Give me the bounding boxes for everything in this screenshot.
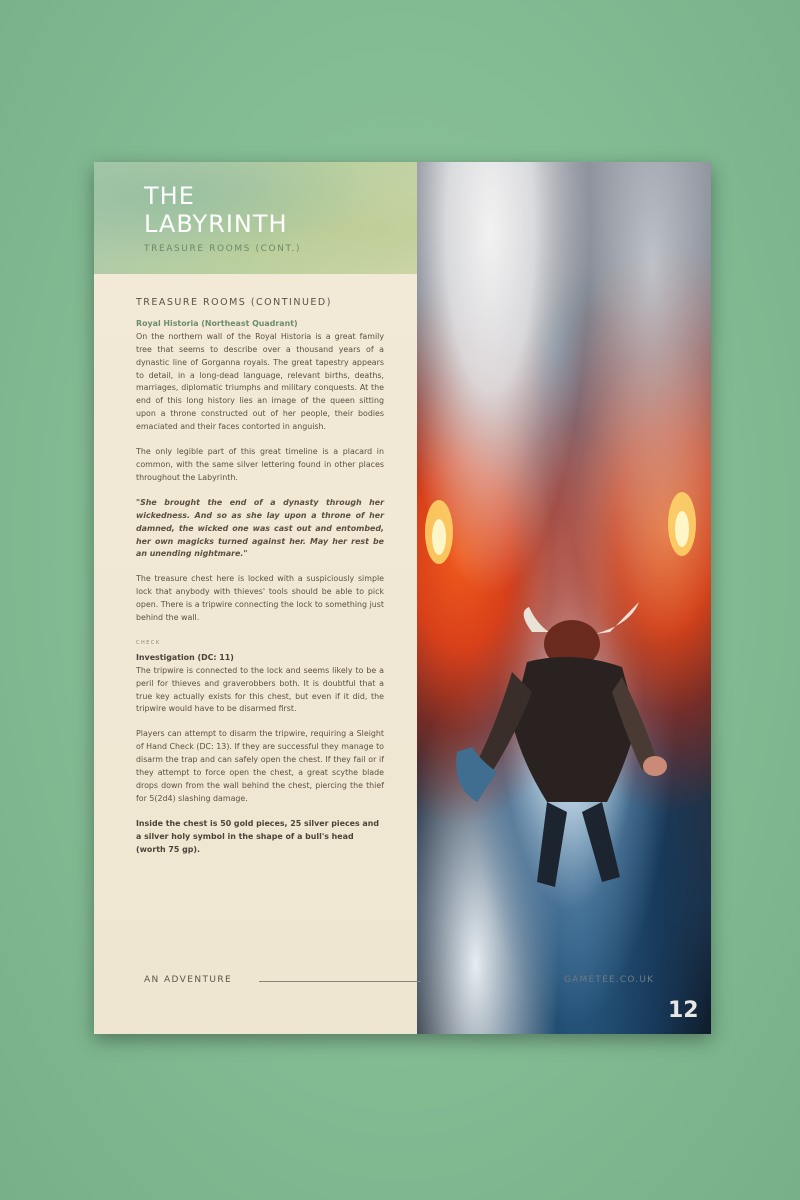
footer-website: GAMETEE.CO.UK [564,975,655,985]
title-line-1: THE [144,182,195,210]
section-content [136,297,384,864]
page-subtitle: TREASURE ROOMS (CONT.) [144,244,302,254]
paragraph-2: The only legible part of this great timeline is a placard in common, with the same silver lettering found in other places throughout the Labyrinth. [136,447,384,482]
text-column [94,162,417,1034]
treasure-paragraph: Inside the chest is 50 gold pieces, 25 silver pieces and a silver holy symbol in the shape of a bull's head (worth 75 gp). [136,818,380,854]
page-header [94,162,417,274]
paragraph-4: The tripwire is connected to the lock and seems likely to be a peril for thieves and graverobbers both. It is doubtful that a true key actually exists for this chest, but even if it did, the tripwire would have to be disarmed first. [136,665,384,714]
placard-quote: "She brought the end of a dynasty through her wickedness. And so as she lay upon a throne of her damned, the wicked one was cast out and entombed, her own magicks turned against her. May her rest be an unending nightmare." [136,497,384,559]
title-line-2: LABYRINTH [144,210,288,238]
paragraph-5: Players can attempt to disarm the tripwire, requiring a Sleight of Hand Check (DC: 13). If they are successful they manage to disarm the trap and can safely open the chest. If they fail or if they attempt to force open the chest, a great scythe blade drops down from the wall behind the chest, piercing the thief for 5(2d4) slashing damage. [136,729,384,803]
page-title [144,182,404,238]
footer-divider [259,981,421,982]
check-label: CHECK [136,639,161,646]
minotaur-artwork [417,162,711,1034]
minotaur-figure [456,602,667,887]
left-torch-core [432,519,446,555]
paragraph-3: The treasure chest here is locked with a suspiciously simple lock that anybody with thieves' tools should be able to pick open. There is a tripwire connecting the lock to something just behind the wall. [136,574,384,623]
minotaur-illustration [417,162,711,1034]
check-heading: Investigation (DC: 11) [136,652,234,662]
room-heading: Royal Historia (Northeast Quadrant) [136,318,298,328]
paragraph-1: On the northern wall of the Royal Historia is a great family tree that seems to describe over a thousand years of a dynastic line of Gorganna royals. The great tapestry appears to detail, in a long-dead language, relevant births, deaths, marriages, diplomatic triumphs and military conquests. At the end of this long history lies an image of the queen sitting upon a throne constructed out of her people, their bodies emaciated and their faces contorted in anguish. [136,331,384,432]
book-page [94,162,711,1034]
footer-left-label: AN ADVENTURE [144,975,233,985]
right-torch-core [675,511,689,547]
section-heading: TREASURE ROOMS (CONTINUED) [136,297,332,308]
page-number: 12 [668,998,699,1023]
